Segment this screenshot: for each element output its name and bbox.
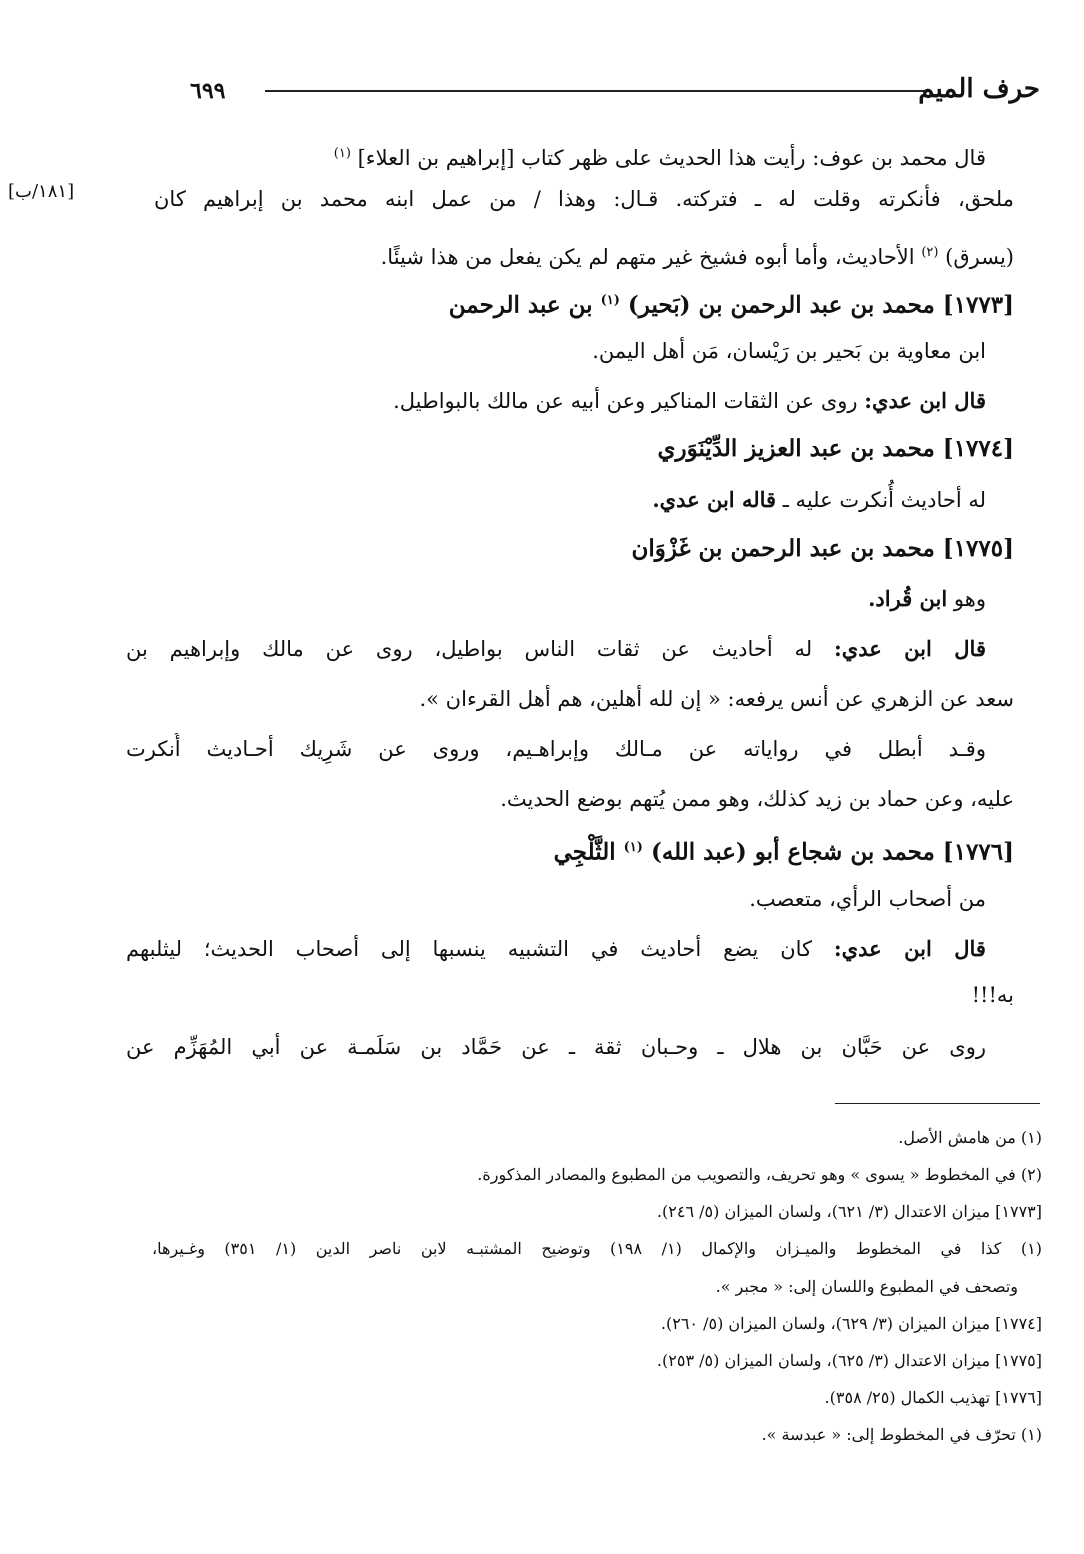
body-line: (يسرق) $^{(٢)}$ الأحاديث، وأما أبوه فشيخ غير متهم لم يكن يفعل من هذا شيئًا. [380, 245, 1014, 269]
entry-heading-1773: [١٧٧٣] محمد بن عبد الرحمن بن (بَحير) $^{(١)}$ بن عبد الرحمن [448, 291, 1014, 319]
footnote-separator [835, 1103, 1040, 1104]
body-line: قال محمد بن عوف: رأيت هذا الحديث على ظهر كتاب [إبراهيم بن العلاء] $^{(١)}$ [333, 146, 986, 170]
body-line: ابن معاوية بن بَحير بن رَيْسان، مَن أهل اليمن. [592, 339, 986, 363]
footnote: (١) من هامش الأصل. [898, 1128, 1042, 1147]
entry-heading-1774: [١٧٧٤] محمد بن عبد العزيز الدِّيْنَوَري [657, 435, 1014, 462]
footnote: [١٧٧٣] ميزان الاعتدال (٣/ ٦٢١)، ولسان الميزان (٥/ ٢٤٦). [656, 1202, 1042, 1221]
chapter-title: حرف الميم [918, 74, 1040, 104]
header-rule [265, 90, 925, 92]
footnote-ref: (١) [333, 146, 351, 161]
footnote: [١٧٧٥] ميزان الاعتدال (٣/ ٦٢٥)، ولسان الميزان (٥/ ٢٥٣). [656, 1351, 1042, 1370]
body-line: له أحاديث أُنكرت عليه ـ قاله ابن عدي. [652, 487, 986, 512]
footnote: وتصحف في المطبوع واللسان إلى: « مجبر ». [715, 1277, 1018, 1296]
body-line: وقـد أبطل في رواياته عن مـالك وإبراهـيم، وروى عن شَرِيك أحـاديث أُنكرت [126, 737, 986, 761]
footnote: [١٧٧٤] ميزان الميزان (٣/ ٦٢٩)، ولسان الميزان (٥/ ٢٦٠). [660, 1314, 1042, 1333]
page-header [190, 70, 1040, 110]
body-line: ملحق، فأنكرته وقلت له ـ فتركته. قـال: وهذا / من عمل ابنه محمد بن إبراهيم كان [154, 187, 1014, 211]
body-line: عليه، وعن حماد بن زيد كذلك، وهو ممن يُتهم بوضع الحديث. [500, 787, 1014, 811]
page-number: ٦٩٩ [190, 78, 226, 104]
body-line: وهو ابن قُراد. [868, 586, 986, 611]
body-line: قال ابن عدي: كان يضع أحاديث في التشبيه ينسبها إلى أصحاب الحديث؛ ليثلبهم [126, 936, 986, 961]
body-line: قال ابن عدي: روى عن الثقات المناكير وعن أبيه عن مالك بالبواطيل. [393, 388, 986, 413]
footnote: (١) كذا في المخطوط والميـزان والإكمال (١/ ١٩٨) وتوضيح المشتبـه لابن ناصر الدين (١/ ٣٥١) وغـيرها، [152, 1239, 1042, 1258]
body-line: قال ابن عدي: له أحاديث عن ثقات الناس بواطيل، روى عن مالك وإبراهيم بن [126, 636, 986, 661]
footnote-ref: (١) [623, 840, 643, 855]
body-line: سعد عن الزهري عن أنس يرفعه: « إن لله أهلين، هم أهل القرءان ». [419, 687, 1014, 711]
footnote: (١) تحرّف في المخطوط إلى: « عبدسة ». [761, 1425, 1042, 1444]
footnote-ref: (١) [600, 293, 620, 308]
footnote: [١٧٧٦] تهذيب الكمال (٢٥/ ٣٥٨). [824, 1388, 1042, 1407]
entry-heading-1775: [١٧٧٥] محمد بن عبد الرحمن بن غَزْوَان [631, 535, 1014, 562]
entry-heading-1776: [١٧٧٦] محمد بن شجاع أبو (عبد الله) $^{(١)}$ الثَّلْجِي [553, 838, 1014, 866]
body-line: به!!! [971, 983, 1014, 1007]
body-line: روى عن حَبَّان بن هلال ـ وحـبان ثقة ـ عن حَمَّاد بن سَلَمـة عن أبي المُهَزِّم عن [126, 1035, 986, 1059]
footnote-ref: (٢) [921, 245, 939, 260]
footnote: (٢) في المخطوط « يسوى » وهو تحريف، والتصويب من المطبوع والمصادر المذكورة. [477, 1165, 1042, 1184]
margin-folio-note: [١٨١/ب] [8, 181, 75, 202]
body-line: من أصحاب الرأي، متعصب. [749, 887, 986, 911]
